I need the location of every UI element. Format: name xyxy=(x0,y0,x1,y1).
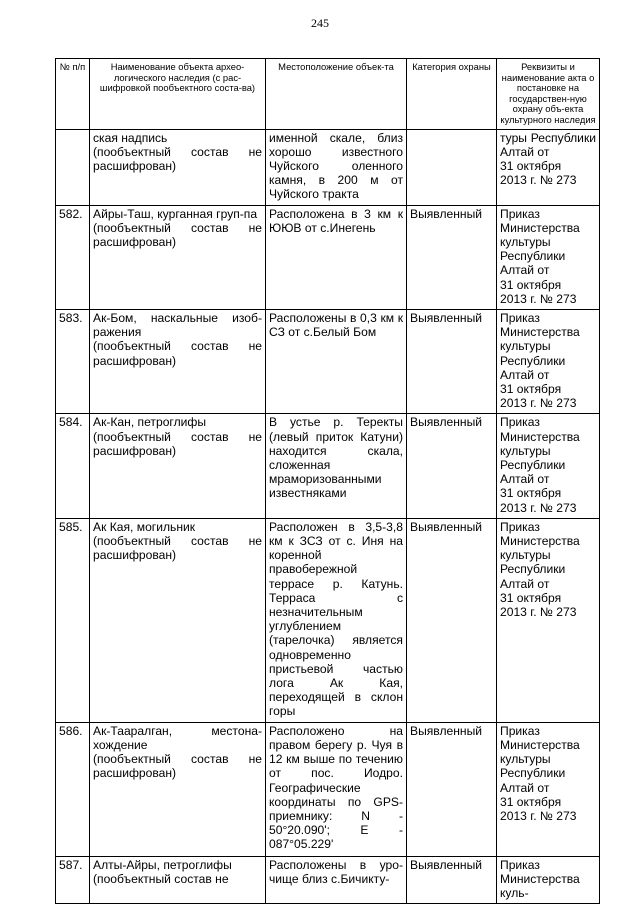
page-number: 245 xyxy=(311,16,329,30)
protection-category: Выявленный xyxy=(407,722,497,856)
object-name xyxy=(90,310,266,414)
act-line: Приказ Министерства куль- xyxy=(500,857,580,901)
heritage-registry-table xyxy=(55,58,600,904)
protection-category: Выявленный xyxy=(407,856,497,904)
object-location xyxy=(266,129,407,205)
act-line: 31 октября xyxy=(500,486,562,501)
location-text: Расположены в 0,3 км к СЗ от с.Белый Бом xyxy=(269,311,403,340)
object-name xyxy=(90,129,266,205)
act-line: 2013 г. № 273 xyxy=(500,396,577,411)
object-name-line: (пообъектный состав не расшифрован) xyxy=(93,752,262,781)
table-row xyxy=(56,856,600,904)
location-text: именной скале, близ хорошо известного Чуйского оленного камня, в 200 м от Чуйского тракта xyxy=(269,130,403,202)
object-name-line: (пообъектный состав не расшифрован) xyxy=(93,534,262,563)
object-name-line: (пообъектный состав не расшифрован) xyxy=(93,144,262,173)
table-row xyxy=(56,205,600,309)
row-number: 584. xyxy=(56,414,90,518)
act-line: Приказ Министерства культуры Республики Алтай от xyxy=(500,311,580,382)
table-row xyxy=(56,129,600,205)
act-details xyxy=(497,129,600,205)
table-row xyxy=(56,518,600,722)
protection-category: Выявленный xyxy=(407,205,497,309)
row-number: 582. xyxy=(56,205,90,309)
object-location xyxy=(266,722,407,856)
act-line: 31 октября xyxy=(500,382,562,397)
location-text: Расположены в уро-чище близ с.Бичикту- xyxy=(269,857,403,886)
object-name xyxy=(90,518,266,722)
row-number xyxy=(56,129,90,205)
act-details xyxy=(497,856,600,904)
row-number: 583. xyxy=(56,310,90,414)
header-row xyxy=(56,59,600,130)
object-name-line: (пообъектный состав не расшифрован) xyxy=(93,429,262,458)
header-protection-category: Категория охраны xyxy=(407,59,497,130)
object-location xyxy=(266,310,407,414)
act-details xyxy=(497,310,600,414)
act-details xyxy=(497,205,600,309)
object-name-line: Ак-Кан, петроглифы xyxy=(93,415,207,430)
act-line: 31 октября xyxy=(500,277,562,292)
header-number: № п/п xyxy=(56,59,90,130)
header-act-details: Реквизиты и наименование акта о постановке на государствен-ную охрану объ-екта культурного наследия xyxy=(497,59,600,130)
object-name xyxy=(90,722,266,856)
table-body xyxy=(56,129,600,904)
object-name-line: (пообъектный состав не xyxy=(93,871,229,886)
protection-category: Выявленный xyxy=(407,414,497,518)
object-location xyxy=(266,518,407,722)
object-name-line: Ак-Бом, наскальные изоб-ражения xyxy=(93,311,262,340)
location-text: Расположен в 3,5-3,8 км к ЗСЗ от с. Иня на коренной правобережной террасе р. Катунь. Терраса с незначительным углублением (тарелочка) является одновременно пристьевой частью лога Ак Кая, переходящей в склон горы xyxy=(269,519,403,719)
object-name-line: Ак Кая, могильник xyxy=(93,519,196,534)
act-line: Приказ Министерства культуры Республики Алтай от xyxy=(500,415,580,487)
object-name xyxy=(90,414,266,518)
act-line: Приказ Министерства культуры Республики Алтай от xyxy=(500,519,580,591)
act-line: 31 октября xyxy=(500,590,562,605)
act-line: 2013 г. № 273 xyxy=(500,605,577,620)
act-details xyxy=(497,414,600,518)
object-location xyxy=(266,414,407,518)
header-object-name: Наименование объекта архео-логического наследия (с рас-шифровкой пообъектного соста-ва) xyxy=(90,59,266,130)
row-number: 586. xyxy=(56,722,90,856)
object-name-line: (пообъектный состав не расшифрован) xyxy=(93,220,262,249)
act-line: 2013 г. № 273 xyxy=(500,173,577,188)
act-line: Приказ Министерства культуры Республики Алтай от xyxy=(500,206,580,278)
protection-category: Выявленный xyxy=(407,310,497,414)
act-line: 31 октября xyxy=(500,794,562,809)
location-text: Расположено на правом берегу р. Чуя в 12 км выше по течению от пос. Иодро. Географические координаты по GPS-приемнику: N - 50°20.090'; E - 087°05.229' xyxy=(269,723,403,852)
table-row xyxy=(56,722,600,856)
object-name xyxy=(90,856,266,904)
object-name-line: ская надпись xyxy=(93,130,168,145)
header-location: Местоположение объек-та xyxy=(266,59,407,130)
act-line: туры Республики Алтай от xyxy=(500,130,596,159)
act-line: 2013 г. № 273 xyxy=(500,808,577,823)
act-line: 31 октября xyxy=(500,158,562,173)
act-details xyxy=(497,722,600,856)
object-location xyxy=(266,205,407,309)
act-line: Приказ Министерства культуры Республики Алтай от xyxy=(500,723,580,795)
object-name-line: (пообъектный состав не расшифрован) xyxy=(93,339,262,368)
act-details xyxy=(497,518,600,722)
object-name-line: Алты-Айры, петроглифы xyxy=(93,857,232,872)
act-line: 2013 г. № 273 xyxy=(500,500,577,515)
protection-category: Выявленный xyxy=(407,518,497,722)
table-row xyxy=(56,414,600,518)
object-name-line: Ак-Тааралган, местона-хождение xyxy=(93,723,262,752)
object-name-line: Айры-Таш, курганная груп-па xyxy=(93,206,258,221)
protection-category xyxy=(407,129,497,205)
act-line: 2013 г. № 273 xyxy=(500,291,577,306)
location-text: Расположена в 3 км к ЮЮВ от с.Инегень xyxy=(269,206,403,235)
row-number: 585. xyxy=(56,518,90,722)
object-name xyxy=(90,205,266,309)
location-text: В устье р. Теректы (левый приток Катуни) находится скала, сложенная мраморизованными известняками xyxy=(269,415,403,501)
row-number: 587. xyxy=(56,856,90,904)
table-row xyxy=(56,310,600,414)
table-header xyxy=(56,59,600,130)
object-location xyxy=(266,856,407,904)
